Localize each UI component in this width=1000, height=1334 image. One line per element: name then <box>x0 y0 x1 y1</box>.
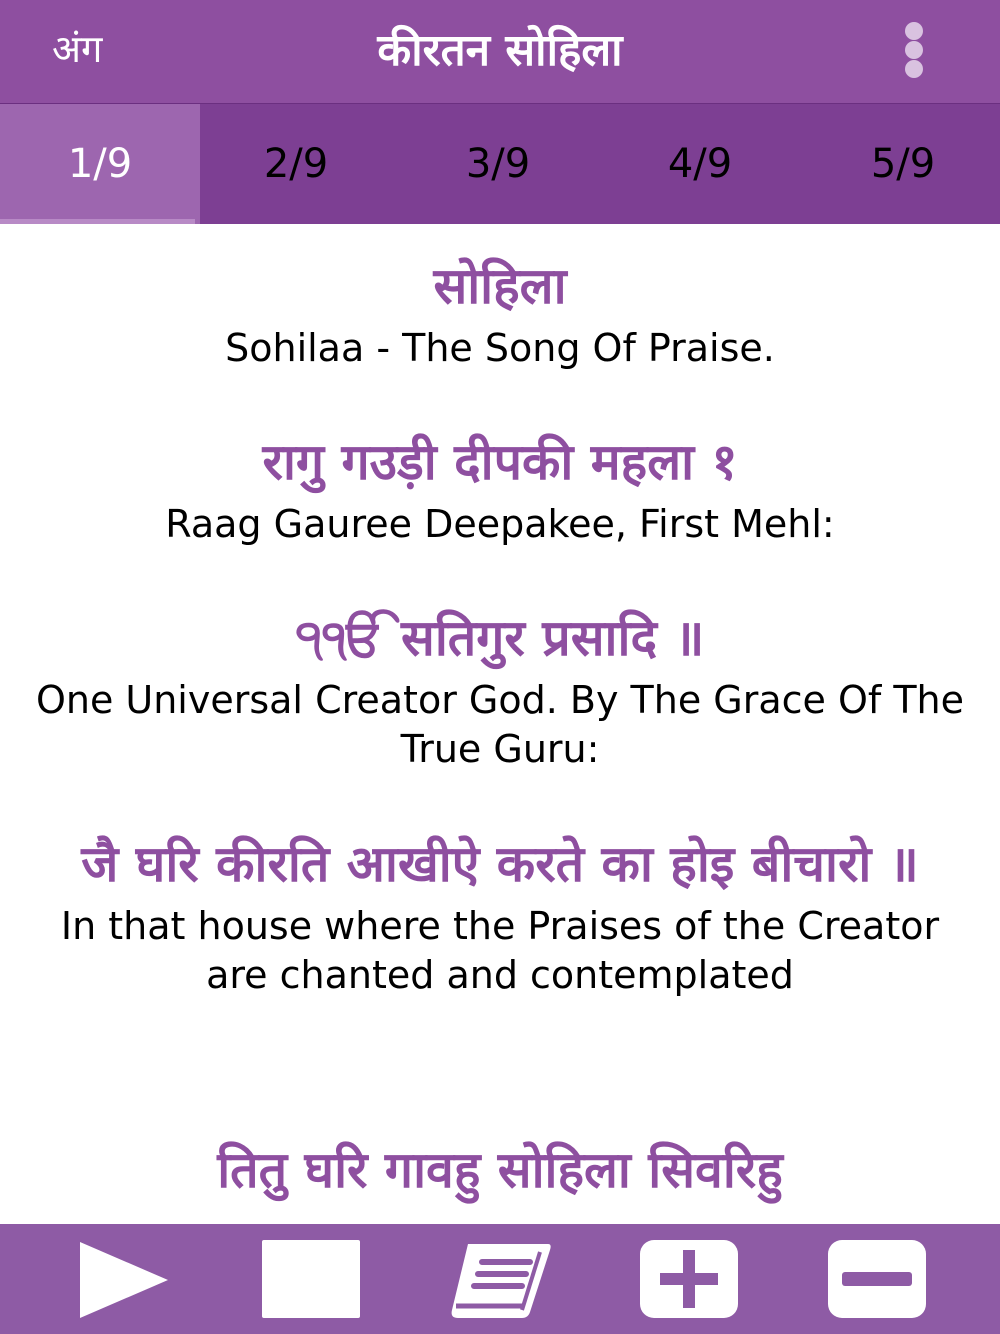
verse-gurmukhi: सोहिला <box>433 257 567 315</box>
tab-4[interactable] <box>600 104 800 224</box>
verse-block <box>0 600 1000 774</box>
verse-gurmukhi: तितु घरि गावहु सोहिला सिवरिहु <box>217 1141 783 1199</box>
tab-label: 2/9 <box>263 141 329 187</box>
verse-translation: Raag Gauree Deepakee, First Mehl: <box>165 502 835 546</box>
tab-label: 4/9 <box>667 141 733 187</box>
tab-label: 5/9 <box>870 141 936 187</box>
verse-block <box>0 1132 1000 1208</box>
page-tabs <box>0 104 1000 224</box>
tab-label: 1/9 <box>67 141 133 187</box>
plus-icon[interactable] <box>640 1240 738 1320</box>
page-title: कीरतन सोहिला <box>377 25 623 76</box>
ang-button[interactable]: अंग <box>52 27 103 71</box>
verse-gurmukhi: रागु गउड़ी दीपकी महला १ <box>262 433 738 491</box>
book-icon[interactable] <box>448 1240 554 1320</box>
verse-gurmukhi: जै घरि कीरति आखीऐ करते का होइ बीचारो ॥ <box>81 835 919 893</box>
tab-active-indicator <box>0 219 195 224</box>
play-icon[interactable] <box>78 1240 170 1320</box>
tab-1[interactable] <box>0 104 200 224</box>
minus-icon[interactable] <box>828 1240 926 1320</box>
more-vertical-icon[interactable] <box>896 22 936 78</box>
verse-block <box>0 248 1000 373</box>
tab-5[interactable] <box>803 104 1000 224</box>
verse-gurmukhi: ੧ੴ सतिगुर प्रसादि ॥ <box>295 609 705 667</box>
tab-label: 3/9 <box>465 141 531 187</box>
tab-3[interactable] <box>398 104 598 224</box>
verse-block <box>0 424 1000 549</box>
verse-translation: One Universal Creator God. By The Grace Of The True Guru: <box>35 678 965 771</box>
bottom-toolbar <box>0 1224 1000 1334</box>
stop-icon[interactable] <box>262 1240 360 1320</box>
tab-2[interactable] <box>196 104 396 224</box>
verse-content[interactable] <box>0 226 1000 1224</box>
top-bar <box>0 0 1000 104</box>
verse-translation: In that house where the Praises of the Creator are chanted and contemplated <box>60 904 940 997</box>
verse-block <box>0 826 1000 1000</box>
verse-translation: Sohilaa - The Song Of Praise. <box>225 326 775 370</box>
